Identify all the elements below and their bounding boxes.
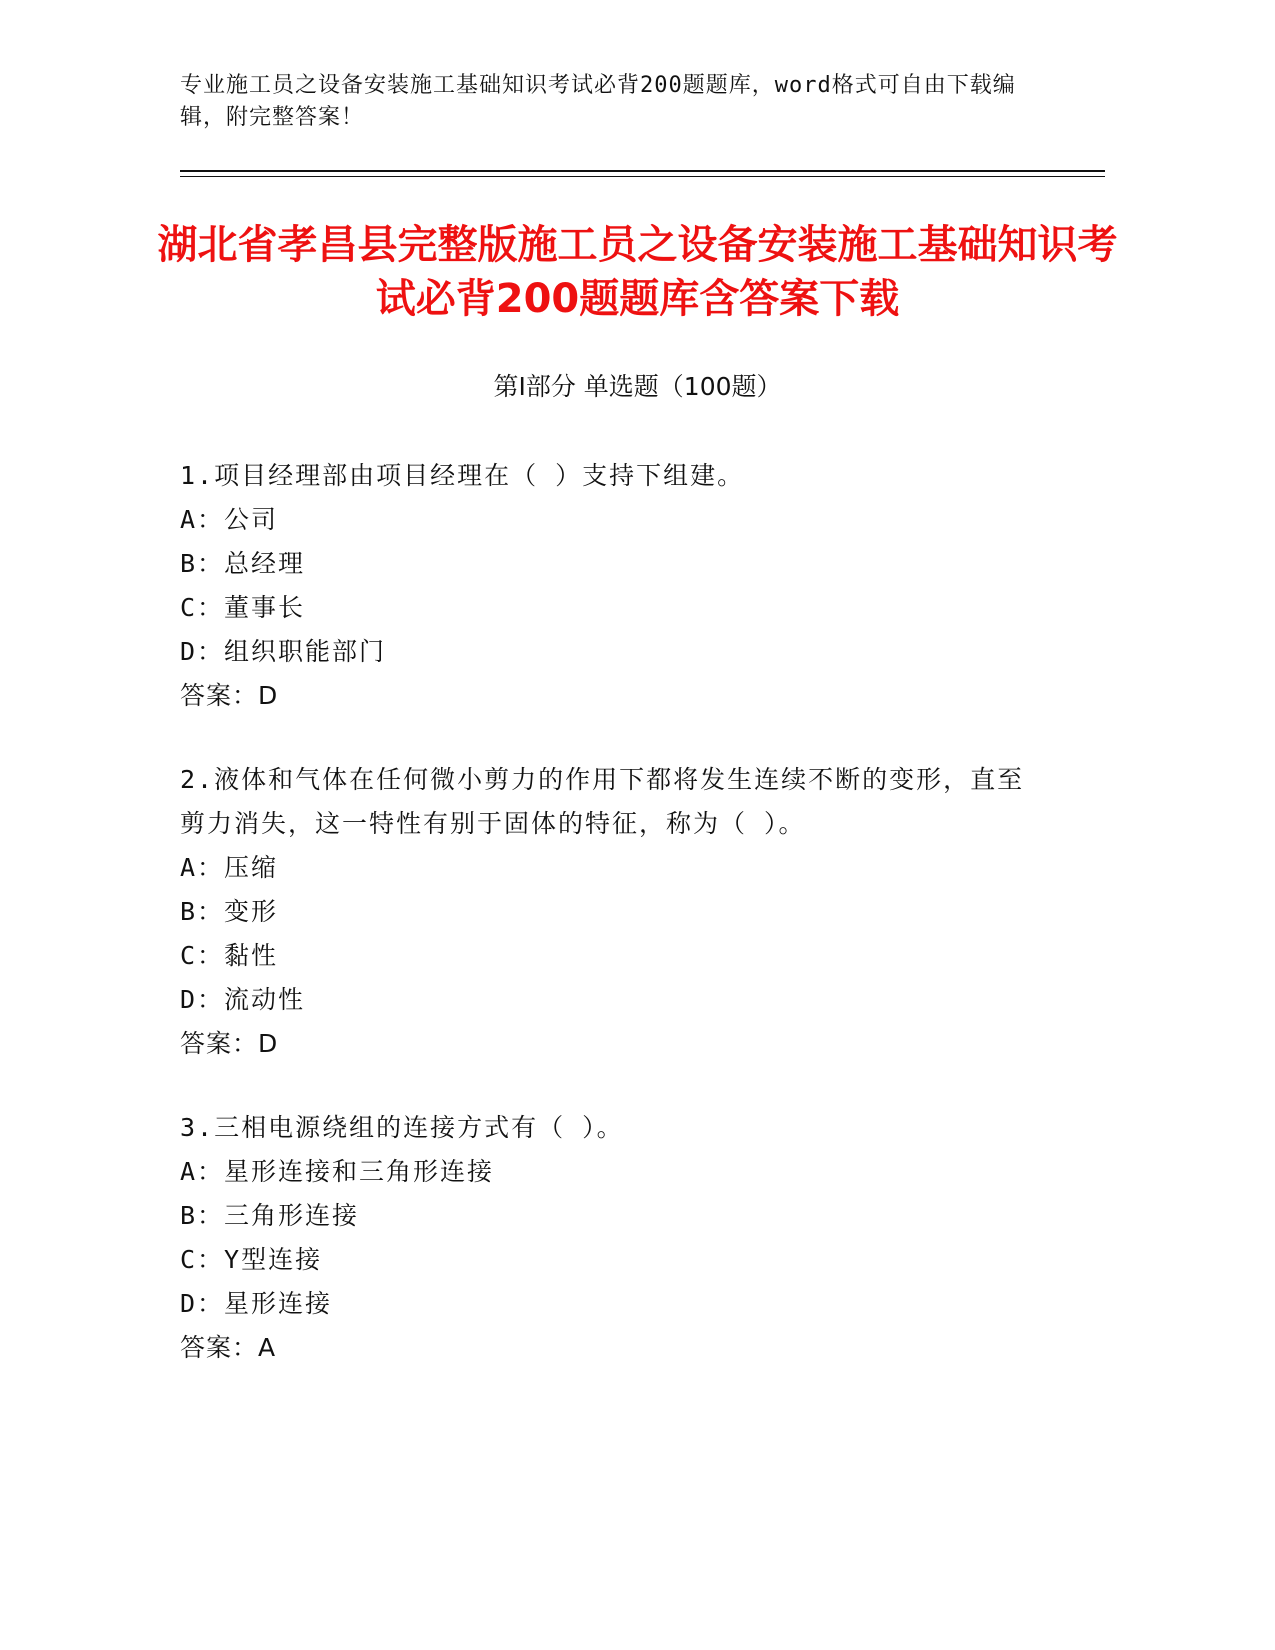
option-a: A：星形连接和三角形连接 (180, 1157, 495, 1186)
option-c: C：董事长 (180, 593, 306, 622)
option-d: D：星形连接 (180, 1289, 333, 1318)
option-a: A：公司 (180, 505, 279, 534)
answer: 答案：D (180, 1029, 279, 1058)
question-stem: 1.项目经理部由项目经理在（ ）支持下组建。 (180, 461, 745, 490)
header-note: 专业施工员之设备安装施工基础知识考试必背200题题库，word格式可自由下载编辑，附完整答案！ (180, 73, 1016, 130)
option-b: B：变形 (180, 897, 279, 926)
question-3 (180, 1106, 1040, 1370)
option-b: B：总经理 (180, 549, 306, 578)
option-a: A：压缩 (180, 853, 279, 882)
document-title: 湖北省孝昌县完整版施工员之设备安装施工基础知识考试必背200题题库含答案下载 (157, 222, 1118, 322)
option-c: C：黏性 (180, 941, 279, 970)
question-stem: 2.液体和气体在任何微小剪力的作用下都将发生连续不断的变形，直至剪力消失，这一特性有别于固体的特征，称为（ ）。 (180, 765, 1025, 838)
answer: 答案：D (180, 681, 279, 710)
header-divider-thin (180, 176, 1105, 177)
option-d: D：流动性 (180, 985, 306, 1014)
section-title: 第Ⅰ部分 单选题（100题） (493, 372, 782, 401)
option-c: C：Y型连接 (180, 1245, 323, 1274)
option-b: B：三角形连接 (180, 1201, 360, 1230)
question-stem: 3.三相电源绕组的连接方式有（ ）。 (180, 1113, 624, 1142)
header-divider-thick (180, 170, 1105, 172)
question-2 (180, 758, 1040, 1066)
question-1 (180, 454, 1040, 718)
option-d: D：组织职能部门 (180, 637, 387, 666)
answer: 答案：A (180, 1333, 277, 1362)
